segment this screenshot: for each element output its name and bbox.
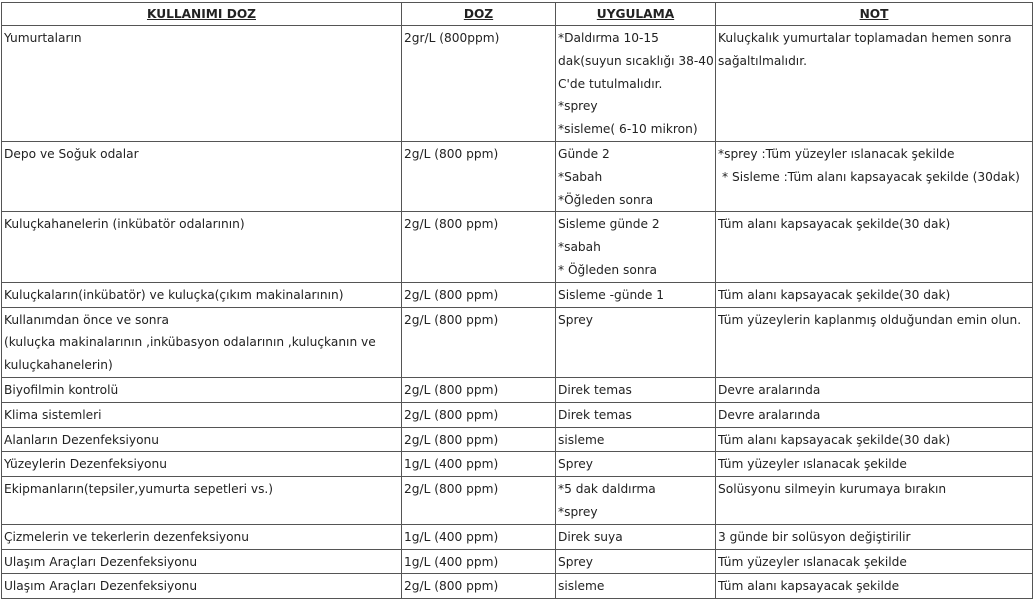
table-row — [2, 477, 1033, 525]
cell-text-line: 2g/L (800 ppm) — [404, 432, 499, 447]
application-cell — [556, 26, 716, 142]
cell-text-line: Kuluçkaların(inkübatör) ve kuluçka(çıkım makinalarının) — [4, 287, 344, 302]
table-row — [2, 402, 1033, 427]
dose-cell — [402, 377, 556, 402]
cell-text-line: kuluçkahanelerin) — [4, 358, 113, 373]
note-cell — [716, 427, 1033, 452]
application-cell — [556, 574, 716, 599]
dose-cell — [402, 452, 556, 477]
application-cell — [556, 141, 716, 211]
cell-text-line: Ulaşım Araçları Dezenfeksiyonu — [4, 579, 198, 594]
cell-text-line: 2g/L (800 ppm) — [404, 382, 499, 397]
usage-cell — [2, 212, 402, 282]
cell-text-line: 1g/L (400 ppm) — [404, 554, 499, 569]
table-header-row — [2, 3, 1033, 26]
cell-text-line: Solüsyonu silmeyin kurumaya bırakın — [718, 482, 947, 497]
application-cell — [556, 427, 716, 452]
note-cell — [716, 282, 1033, 307]
cell-text-line: Yumurtaların — [4, 31, 82, 45]
application-cell — [556, 549, 716, 574]
cell-text-line: Alanların Dezenfeksiyonu — [4, 432, 159, 447]
note-cell — [716, 212, 1033, 282]
application-cell — [556, 477, 716, 525]
table-body — [2, 26, 1033, 599]
cell-text-line: C'de tutulmalıdır. — [558, 76, 663, 91]
cell-text-line: Tüm yüzeylerin kaplanmış olduğundan emin olun. — [718, 312, 1022, 327]
cell-text-line: Klima sistemleri — [4, 407, 102, 422]
cell-text-line: *Daldırma 10-15 — [558, 31, 659, 45]
note-cell — [716, 141, 1033, 211]
cell-text-line: Direk temas — [558, 407, 632, 422]
note-cell — [716, 524, 1033, 549]
application-cell — [556, 377, 716, 402]
cell-text-line: Sisleme -günde 1 — [558, 287, 665, 302]
cell-text-line: Direk temas — [558, 382, 632, 397]
dose-cell — [402, 574, 556, 599]
application-cell — [556, 402, 716, 427]
dose-cell — [402, 307, 556, 377]
usage-cell — [2, 26, 402, 142]
cell-text-line: Sprey — [558, 312, 593, 327]
cell-text-line: 2g/L (800 ppm) — [404, 146, 499, 161]
cell-text-line: Direk suya — [558, 529, 623, 544]
cell-text-line: Ulaşım Araçları Dezenfeksiyonu — [4, 554, 198, 569]
table-row — [2, 282, 1033, 307]
note-cell — [716, 307, 1033, 377]
note-cell — [716, 477, 1033, 525]
table-row — [2, 212, 1033, 282]
table-row — [2, 427, 1033, 452]
dose-cell — [402, 212, 556, 282]
cell-text-line: *sprey :Tüm yüzeyler ıslanacak şekilde — [718, 146, 955, 161]
cell-text-line: *sprey — [558, 99, 598, 114]
cell-text-line: 2g/L (800 ppm) — [404, 217, 499, 232]
note-cell — [716, 574, 1033, 599]
cell-text-line: (kuluçka makinalarının ,inkübasyon odalarının ,kuluçkanın ve — [4, 335, 376, 350]
note-cell — [716, 549, 1033, 574]
usage-cell — [2, 307, 402, 377]
cell-text-line: 2gr/L (800ppm) — [404, 31, 500, 45]
cell-text-line: Kullanımdan önce ve sonra — [4, 312, 169, 327]
cell-text-line: Yüzeylerin Dezenfeksiyonu — [4, 457, 167, 472]
cell-text-line: 2g/L (800 ppm) — [404, 482, 499, 497]
table-row — [2, 377, 1033, 402]
cell-text-line: sisleme — [558, 579, 605, 594]
cell-text-line: *5 dak daldırma — [558, 482, 656, 497]
header-note: NOT — [716, 3, 1033, 26]
cell-text-line: *Öğleden sonra — [558, 192, 654, 207]
dose-cell — [402, 402, 556, 427]
header-dose: DOZ — [402, 3, 556, 26]
cell-text-line: Tüm yüzeyler ıslanacak şekilde — [718, 457, 907, 472]
cell-text-line: Kuluçkalık yumurtalar toplamadan hemen sonra — [718, 31, 1012, 45]
table-row — [2, 26, 1033, 142]
usage-cell — [2, 549, 402, 574]
cell-text-line: Sisleme günde 2 — [558, 217, 660, 232]
cell-text-line: Günde 2 — [558, 146, 610, 161]
dose-cell — [402, 524, 556, 549]
cell-text-line: Tüm alanı kapsayacak şekilde(30 dak) — [718, 217, 951, 232]
cell-text-line: 2g/L (800 ppm) — [404, 579, 499, 594]
header-usage: KULLANIMI DOZ — [2, 3, 402, 26]
application-cell — [556, 524, 716, 549]
cell-text-line: Devre aralarında — [718, 407, 821, 422]
note-cell — [716, 402, 1033, 427]
usage-cell — [2, 141, 402, 211]
application-cell — [556, 452, 716, 477]
cell-text-line: *sabah — [558, 240, 601, 255]
cell-text-line: Kuluçkahanelerin (inkübatör odalarının) — [4, 217, 245, 232]
application-cell — [556, 282, 716, 307]
dose-cell — [402, 549, 556, 574]
cell-text-line: 2g/L (800 ppm) — [404, 287, 499, 302]
cell-text-line: dak(suyun sıcaklığı 38-40 — [558, 53, 714, 68]
cell-text-line: Biyofilmin kontrolü — [4, 382, 119, 397]
cell-text-line: Çizmelerin ve tekerlerin dezenfeksiyonu — [4, 529, 249, 544]
header-application: UYGULAMA — [556, 3, 716, 26]
cell-text-line: 2g/L (800 ppm) — [404, 407, 499, 422]
cell-text-line: Depo ve Soğuk odalar — [4, 146, 139, 161]
cell-text-line: 3 günde bir solüsyon değiştirilir — [718, 529, 911, 544]
dose-cell — [402, 26, 556, 142]
cell-text-line: * Sisleme :Tüm alanı kapsayacak şekilde (30dak) — [722, 169, 1020, 184]
application-cell — [556, 307, 716, 377]
dose-cell — [402, 141, 556, 211]
table-row — [2, 452, 1033, 477]
cell-text-line: Sprey — [558, 554, 593, 569]
cell-text-line: *sisleme( 6-10 mikron) — [558, 122, 698, 137]
usage-cell — [2, 427, 402, 452]
application-cell — [556, 212, 716, 282]
usage-cell — [2, 402, 402, 427]
dose-cell — [402, 282, 556, 307]
table-row — [2, 141, 1033, 211]
cell-text-line: 1g/L (400 ppm) — [404, 529, 499, 544]
cell-text-line: *Sabah — [558, 169, 603, 184]
usage-cell — [2, 524, 402, 549]
usage-cell — [2, 282, 402, 307]
cell-text-line: Ekipmanların(tepsiler,yumurta sepetleri vs.) — [4, 482, 274, 497]
note-cell — [716, 452, 1033, 477]
usage-cell — [2, 377, 402, 402]
cell-text-line: sisleme — [558, 432, 605, 447]
dosage-table — [1, 2, 1033, 599]
usage-cell — [2, 452, 402, 477]
note-cell — [716, 26, 1033, 142]
cell-text-line: Devre aralarında — [718, 382, 821, 397]
cell-text-line: Tüm yüzeyler ıslanacak şekilde — [718, 554, 907, 569]
cell-text-line: Sprey — [558, 457, 593, 472]
cell-text-line: 1g/L (400 ppm) — [404, 457, 499, 472]
note-cell — [716, 377, 1033, 402]
dose-cell — [402, 477, 556, 525]
table-row — [2, 524, 1033, 549]
cell-text-line: *sprey — [558, 504, 598, 519]
cell-text-line: * Öğleden sonra — [558, 262, 658, 277]
cell-text-line: Tüm alanı kapsayacak şekilde(30 dak) — [718, 287, 951, 302]
usage-cell — [2, 574, 402, 599]
dose-cell — [402, 427, 556, 452]
cell-text-line: Tüm alanı kapsayacak şekilde(30 dak) — [718, 432, 951, 447]
table-row — [2, 574, 1033, 599]
cell-text-line: Tüm alanı kapsayacak şekilde — [718, 579, 900, 594]
cell-text-line: sağaltılmalıdır. — [718, 53, 807, 68]
table-row — [2, 549, 1033, 574]
table-row — [2, 307, 1033, 377]
usage-cell — [2, 477, 402, 525]
cell-text-line: 2g/L (800 ppm) — [404, 312, 499, 327]
